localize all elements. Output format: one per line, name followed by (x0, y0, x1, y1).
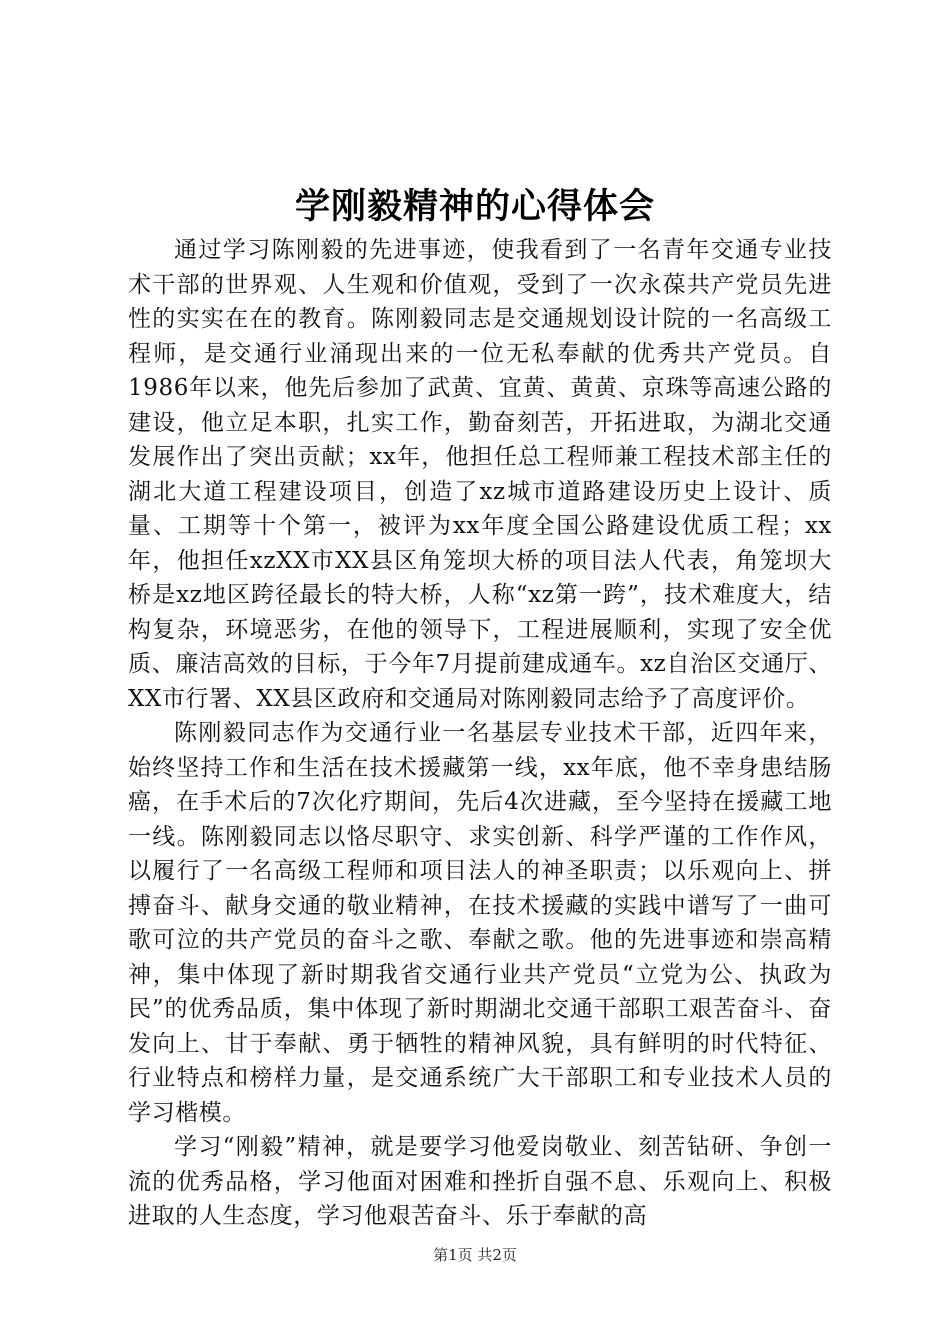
document-title: 学刚毅精神的心得体会 (294, 186, 655, 227)
paragraph-2: 陈刚毅同志作为交通行业一名基层专业技术干部，近四年来，始终坚持工作和生活在技术援藏第一线，xx年底，他不幸身患结肠癌，在手术后的7次化疗期间，先后4次进藏，至今坚持在援藏工地一线。陈刚毅同志以恪尽职守、求实创新、科学严谨的工作作风，以履行了一名高级工程师和项目法人的神圣职责；以乐观向上、拼搏奋斗、献身交通的敬业精神，在技术援藏的实践中谱写了一曲可歌可泣的共产党员的奋斗之歌、奉献之歌。他的先进事迹和崇高精神，集中体现了新时期我省交通行业共产党员“立党为公、执政为民”的优秀品质，集中体现了新时期湖北交通干部职工艰苦奋斗、奋发向上、甘于奉献、勇于牺牲的精神风貌，具有鲜明的时代特征、行业特点和榜样力量，是交通系统广大干部职工和专业技术人员的学习楷模。 (128, 720, 832, 1126)
paragraph-1: 通过学习陈刚毅的先进事迹，使我看到了一名青年交通专业技术干部的世界观、人生观和价值观，受到了一次永葆共产党员先进性的实实在在的教育。陈刚毅同志是交通规划设计院的一名高级工程师，是交通行业涌现出来的一位无私奉献的优秀共产党员。自1986年以来，他先后参加了武黄、宜黄、黄黄、京珠等高速公路的建设，他立足本职，扎实工作，勤奋刻苦，开拓进取，为湖北交通发展作出了突出贡献；xx年，他担任总工程师兼工程技术部主任的湖北大道工程建设项目，创造了xz城市道路建设历史上设计、质量、工期等十个第一，被评为xx年度全国公路建设优质工程；xx年，他担任xzXX市XX县区角笼坝大桥的项目法人代表，角笼坝大桥是xz地区跨径最长的特大桥，人称“xz第一跨”，技术难度大，结构复杂，环境恶劣，在他的领导下，工程进展顺利，实现了安全优质、廉洁高效的目标，于今年7月提前建成通车。xz自治区交通厅、XX市行署、XX县区政府和交通局对陈刚毅同志给予了高度评价。 (128, 237, 832, 712)
page-footer (0, 1245, 950, 1265)
paragraph-3: 学习“刚毅”精神，就是要学习他爱岗敬业、刻苦钻研、争创一流的优秀品格，学习他面对困难和挫折自强不息、乐观向上、积极进取的人生态度，学习他艰苦奋斗、乐于奉献的高 (128, 1134, 832, 1229)
document-body (128, 233, 832, 1234)
page-number-indicator: 第1页 共2页 (433, 1246, 517, 1264)
